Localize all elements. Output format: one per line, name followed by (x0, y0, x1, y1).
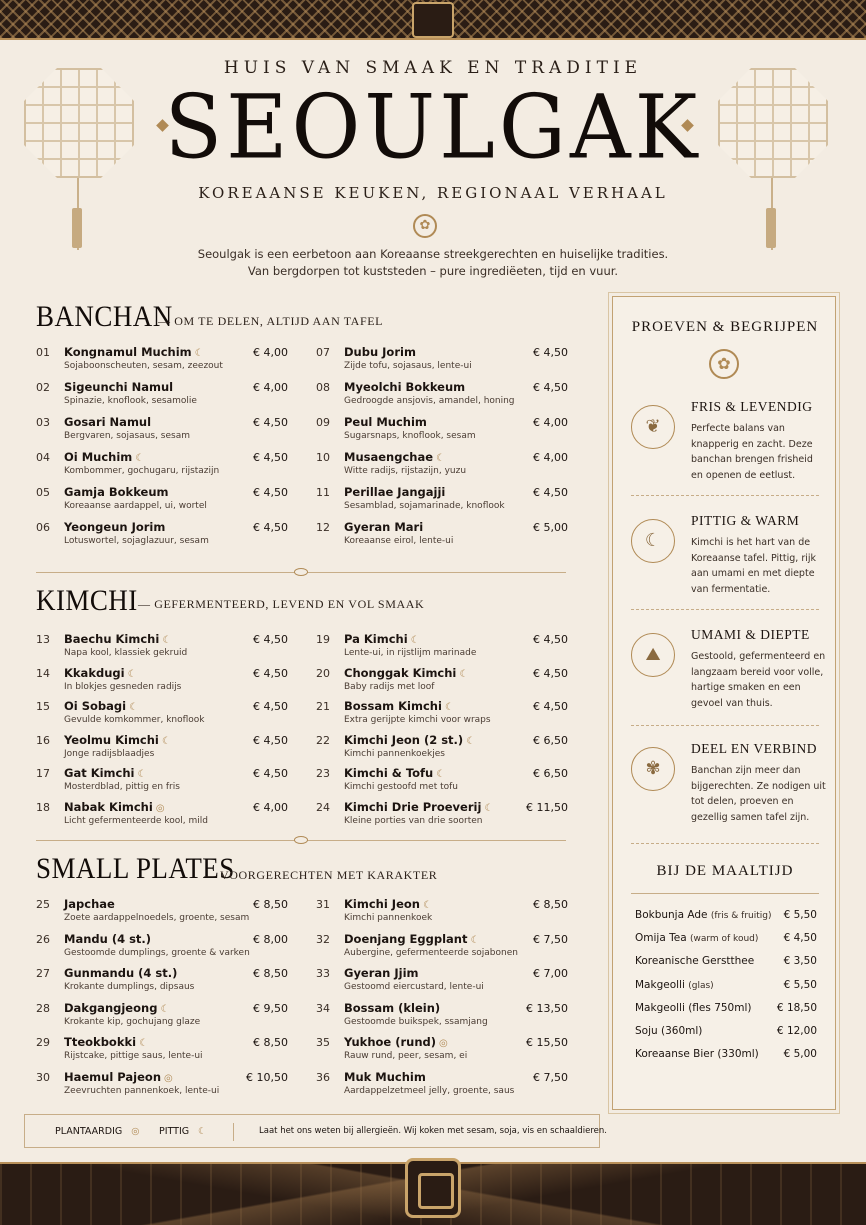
item-number: 34 (316, 1001, 330, 1015)
feature-text: Banchan zijn meer dan bijgerechten. Ze nodigen uit tot delen, proeven en gezellig samen tafel zijn. (691, 765, 826, 823)
menu-item (36, 967, 288, 999)
menu-item (36, 700, 288, 732)
diet-tag-icon: ☾ (137, 769, 147, 780)
menu-item (36, 521, 288, 553)
panel-separator (631, 609, 819, 610)
panel-separator (631, 893, 819, 894)
item-description: Krokante kip, gochujang glaze (64, 1016, 201, 1027)
intro-text (0, 246, 866, 280)
item-description: Gestoomde buikspek, ssamjang (344, 1016, 488, 1027)
drink-price: € 5,50 (783, 978, 817, 991)
menu-item (316, 967, 568, 999)
diet-tag-icon: ☾ (410, 635, 420, 646)
item-description: Lotuswortel, sojaglazuur, sesam (64, 536, 209, 546)
item-name: Kimchi Jeon ☾ (344, 897, 432, 911)
item-price: € 4,50 (253, 416, 288, 429)
item-name: Gat Kimchi ☾ (64, 766, 147, 780)
item-name: Gunmandu (4 st.) (64, 966, 178, 980)
item-number: 19 (316, 633, 330, 646)
diet-tag-icon: ☾ (444, 702, 454, 713)
item-price: € 6,50 (533, 767, 568, 780)
menu-item (316, 633, 568, 665)
intro-line-1: Seoulgak is een eerbetoon aan Koreaanse streekgerechten en huiselijke tradities. (197, 247, 669, 261)
item-name: Peul Muchim (344, 415, 427, 429)
drink-item (635, 932, 817, 952)
diet-tag-icon: ☾ (484, 802, 494, 814)
drink-price: € 3,50 (783, 955, 817, 968)
item-price: € 8,50 (253, 898, 288, 911)
menu-item (36, 416, 288, 448)
item-number: 16 (36, 733, 50, 747)
menu-item (36, 734, 288, 766)
item-price: € 4,50 (533, 700, 568, 713)
item-name: Baechu Kimchi ☾ (64, 632, 172, 646)
mountains-icon: ⛰ (631, 633, 675, 677)
plant-icon: ◎ (131, 1126, 140, 1137)
item-name: Kongnamul Muchim ☾ (64, 345, 204, 359)
item-number: 07 (316, 346, 330, 359)
diet-tag-icon: ☾ (160, 1003, 170, 1015)
item-number: 32 (316, 932, 330, 946)
drink-name: Koreaanse Bier (330ml) (635, 1048, 759, 1061)
item-number: 11 (316, 486, 330, 499)
item-description: Gevulde komkommer, knoflook (64, 715, 205, 725)
item-name: Kimchi & Tofu ☾ (344, 766, 446, 780)
item-name: Gosari Namul (64, 415, 152, 429)
item-name: Gamja Bokkeum (64, 485, 169, 499)
item-description: Sesamblad, sojamarinade, knoflook (344, 501, 505, 511)
menu-item (316, 381, 568, 413)
top-knot-ornament (412, 2, 454, 38)
drink-item (635, 909, 817, 929)
item-number: 03 (36, 416, 50, 429)
menu-item (316, 1036, 568, 1068)
item-name: Dubu Jorim (344, 345, 416, 359)
drink-price: € 12,00 (776, 1025, 817, 1037)
item-price: € 4,50 (253, 733, 288, 747)
diet-tag-icon: ☾ (422, 900, 432, 911)
item-name: Yeolmu Kimchi ☾ (64, 732, 171, 747)
drink-note: (fris & fruitig) (710, 911, 772, 921)
drink-name: Bokbunja Ade (fris & fruitig) (635, 909, 772, 921)
item-price: € 4,50 (533, 381, 568, 394)
item-name: Kimchi Drie Proeverij ☾ (344, 799, 494, 814)
item-number: 13 (36, 633, 50, 646)
item-price: € 4,50 (533, 666, 568, 680)
restaurant-name: SEOULGAK (164, 75, 702, 179)
item-name: Mandu (4 st.) (64, 931, 152, 946)
item-number: 01 (36, 346, 50, 359)
menu-item (36, 633, 288, 665)
drink-name: Makgeolli (glas) (635, 978, 714, 991)
item-description: Krokante dumplings, dipsaus (64, 982, 195, 992)
panel-separator (631, 495, 819, 496)
item-number: 21 (316, 700, 330, 713)
restaurant-tagline: HUIS VAN SMAAK EN TRADITIE (223, 58, 643, 78)
drink-item (635, 1048, 817, 1068)
menu-item (316, 1002, 568, 1034)
item-description: In blokjes gesneden radijs (64, 681, 182, 692)
item-name: Kimchi Jeon (2 st.) ☾ (344, 732, 476, 747)
menu-item (316, 451, 568, 483)
menu-item (36, 451, 288, 483)
item-number: 20 (316, 666, 330, 680)
item-name: Bossam (klein) (344, 1000, 441, 1015)
legend-plant-label: PLANTAARDIG (55, 1126, 123, 1137)
item-price: € 13,50 (526, 1001, 568, 1015)
item-name: Yeongeun Jorim (64, 520, 166, 534)
item-number: 14 (36, 666, 50, 680)
item-price: € 4,00 (533, 416, 568, 429)
item-price: € 8,00 (253, 932, 288, 946)
panel-title: PROEVEN & BEGRIJPEN (631, 319, 819, 335)
item-price: € 6,50 (533, 733, 568, 747)
diet-tag-icon: ☾ (127, 668, 137, 680)
menu-item (36, 933, 288, 965)
menu-item (316, 1071, 568, 1103)
menu-item (316, 933, 568, 965)
item-price: € 10,50 (246, 1070, 288, 1084)
feature-title: PITTIG & WARM (691, 513, 800, 528)
item-description: Aubergine, gefermenteerde sojabonen (344, 947, 518, 958)
diet-tag-icon: ☾ (194, 348, 204, 359)
item-number: 15 (36, 700, 50, 713)
item-number: 23 (316, 767, 330, 780)
menu-item (36, 667, 288, 699)
item-price: € 4,50 (253, 767, 288, 780)
item-price: € 4,50 (253, 666, 288, 680)
item-number: 12 (316, 521, 330, 534)
diet-tag-icon: ☾ (162, 635, 172, 646)
drink-name: Makgeolli (fles 750ml) (635, 1001, 752, 1014)
item-name: Musaengchae ☾ (344, 450, 445, 464)
item-number: 09 (316, 416, 330, 429)
item-name: Doenjang Eggplant ☾ (344, 931, 480, 946)
item-price: € 7,50 (533, 1070, 568, 1084)
drink-price: € 4,50 (783, 932, 817, 945)
item-name: Kkakdugi ☾ (64, 665, 137, 680)
item-description: Kimchi pannenkoekjes (344, 748, 445, 759)
chili-icon: ☾ (631, 519, 675, 563)
menu-item (316, 801, 568, 833)
allergy-note: Laat het ons weten bij allergieën. Wij koken met sesam, soja, vis en schaaldieren. (259, 1126, 607, 1136)
item-description: Jonge radijsblaadjes (64, 748, 155, 759)
item-number: 28 (36, 1001, 50, 1015)
diet-tag-icon: ☾ (459, 668, 469, 680)
item-price: € 8,50 (253, 1036, 288, 1049)
item-description: Kleine porties van drie soorten (344, 815, 483, 826)
item-description: Spinazie, knoflook, sesamolie (64, 396, 197, 406)
item-price: € 8,50 (253, 967, 288, 980)
drink-name: Koreanische Gerstthee (635, 955, 755, 968)
item-description: Mosterdblad, pittig en fris (64, 782, 180, 792)
item-name: Oi Muchim ☾ (64, 450, 145, 464)
menu-item (36, 1071, 288, 1103)
panel-separator (631, 843, 819, 844)
item-description: Kimchi pannenkoek (344, 913, 433, 923)
item-price: € 7,50 (533, 932, 568, 946)
menu-item (36, 801, 288, 833)
item-description: Zeevruchten pannenkoek, lente-ui (64, 1085, 220, 1096)
menu-item (36, 346, 288, 378)
item-number: 29 (36, 1036, 50, 1049)
item-price: € 4,50 (253, 521, 288, 534)
item-description: Lente-ui, in rijstlijm marinade (344, 648, 477, 658)
info-side-panel (612, 296, 836, 1110)
drink-price: € 5,00 (783, 1048, 817, 1061)
menu-item (316, 521, 568, 553)
drink-price: € 18,50 (776, 1001, 817, 1014)
item-name: Haemul Pajeon ◎ (64, 1069, 173, 1084)
item-name: Perillae Jangajji (344, 485, 446, 499)
item-name: Pa Kimchi ☾ (344, 632, 420, 646)
item-price: € 4,50 (253, 451, 288, 464)
item-number: 35 (316, 1036, 330, 1049)
menu-item (316, 767, 568, 799)
item-price: € 15,50 (526, 1036, 568, 1049)
diet-tag-icon: ☾ (139, 1038, 149, 1049)
item-number: 02 (36, 381, 50, 394)
small-plates-section-title: SMALL PLATES (36, 852, 235, 885)
panel-rosette-icon: ✿ (709, 349, 739, 379)
feature-text: Perfecte balans van knapperig en zacht. Deze banchan brengen frisheid en openen de eetlust. (691, 423, 813, 481)
item-price: € 9,50 (253, 1001, 288, 1015)
small-plates-section-subtitle: — VOORGERECHTEN MET KARAKTER (204, 868, 438, 882)
legend-separator (233, 1123, 234, 1141)
item-number: 24 (316, 800, 330, 814)
item-name: Tteokbokki ☾ (64, 1035, 149, 1049)
item-price: € 4,50 (253, 486, 288, 499)
item-description: Rauw rund, peer, sesam, ei (344, 1051, 468, 1061)
item-description: Gestoomd eiercustard, lente-ui (344, 982, 484, 992)
menu-item (316, 700, 568, 732)
item-name: Dakgangjeong ☾ (64, 1000, 170, 1015)
diet-tag-icon: ☾ (129, 702, 139, 713)
kimchi-section-title: KIMCHI (36, 584, 138, 617)
menu-item (36, 1002, 288, 1034)
feature-text: Kimchi is het hart van de Koreaanse tafel. Pittig, rijk aan umami en met diepte van fermentatie. (691, 537, 817, 595)
menu-item (36, 767, 288, 799)
menu-item (36, 1036, 288, 1068)
item-number: 08 (316, 381, 330, 394)
diet-tag-icon: ☾ (161, 735, 171, 747)
item-number: 31 (316, 898, 330, 911)
item-price: € 4,00 (253, 346, 288, 359)
item-number: 18 (36, 800, 50, 814)
item-description: Koreaanse eirol, lente-ui (344, 536, 454, 546)
legend-spicy (159, 1126, 207, 1137)
item-price: € 4,50 (533, 346, 568, 359)
item-price: € 4,00 (253, 800, 288, 814)
item-name: Gyeran Jjim (344, 966, 419, 980)
item-price: € 4,00 (533, 451, 568, 464)
drink-name: Omija Tea (warm of koud) (635, 932, 759, 945)
item-name: Myeolchi Bokkeum (344, 380, 466, 394)
item-price: € 4,50 (253, 633, 288, 646)
banchan-section-title: BANCHAN (36, 300, 173, 333)
diet-tag-icon: ☾ (436, 769, 446, 780)
diet-tag-icon: ◎ (164, 1072, 173, 1084)
diet-tag-icon: ◎ (439, 1038, 448, 1049)
item-number: 17 (36, 767, 50, 780)
item-description: Baby radijs met loof (344, 681, 435, 692)
item-name: Muk Muchim (344, 1069, 426, 1084)
feature-title: UMAMI & DIEPTE (691, 627, 810, 642)
item-name: Oi Sobagi ☾ (64, 699, 139, 713)
item-name: Sigeunchi Namul (64, 380, 174, 394)
legend-bar (24, 1114, 607, 1148)
item-description: Sugarsnaps, knoflook, sesam (344, 431, 476, 441)
item-description: Napa kool, klassiek gekruid (64, 648, 188, 658)
diet-tag-icon: ◎ (155, 802, 165, 814)
item-description: Zoete aardappelnoedels, groente, sesam (64, 913, 250, 923)
item-description: Gestoomde dumplings, groente & varken (64, 947, 250, 958)
item-description: Gedroogde ansjovis, amandel, honing (344, 396, 515, 406)
item-description: Kombommer, gochugaru, rijstazijn (64, 466, 220, 476)
item-price: € 11,50 (526, 800, 568, 814)
feature-title: DEEL EN VERBIND (691, 741, 817, 756)
item-number: 06 (36, 521, 50, 534)
diet-tag-icon: ☾ (470, 934, 480, 946)
divider-ornament (294, 568, 308, 576)
header-rosette-icon: ✿ (413, 214, 437, 238)
item-price: € 4,00 (253, 381, 288, 394)
item-price: € 4,50 (253, 700, 288, 713)
cuisine-subtitle: KOREAANSE KEUKEN, REGIONAAL VERHAAL (198, 184, 668, 202)
drink-item (635, 955, 817, 975)
menu-item (316, 416, 568, 448)
banchan-section-subtitle: — OM TE DELEN, ALTIJD AAN TAFEL (158, 314, 384, 328)
menu-item (36, 486, 288, 518)
drink-item (635, 1025, 817, 1045)
item-description: Koreaanse aardappel, ui, wortel (64, 501, 207, 511)
drink-note: (glas) (688, 980, 714, 991)
menu-item (316, 898, 568, 930)
menu-item (316, 486, 568, 518)
menu-item (316, 667, 568, 699)
drink-name: Soju (360ml) (635, 1025, 703, 1037)
item-number: 25 (36, 898, 50, 911)
item-price: € 4,50 (533, 633, 568, 646)
drink-note: (warm of koud) (689, 934, 759, 945)
item-number: 10 (316, 451, 330, 464)
item-number: 05 (36, 486, 50, 499)
item-number: 33 (316, 967, 330, 980)
item-name: Gyeran Mari (344, 520, 424, 534)
item-description: Witte radijs, rijstazijn, yuzu (344, 466, 467, 476)
item-description: Licht gefermenteerde kool, mild (64, 815, 208, 826)
item-number: 26 (36, 932, 50, 946)
diet-tag-icon: ☾ (436, 453, 445, 464)
item-number: 27 (36, 967, 50, 980)
item-description: Bergvaren, sojasaus, sesam (64, 431, 190, 441)
drink-item (635, 1002, 817, 1022)
drink-price: € 5,50 (783, 909, 817, 921)
kimchi-section-subtitle: — GEFERMENTEERD, LEVEND EN VOL SMAAK (138, 597, 425, 611)
menu-item (316, 734, 568, 766)
item-description: Aardappelzetmeel jelly, groente, saus (344, 1085, 515, 1096)
item-description: Kimchi gestoofd met tofu (344, 782, 459, 792)
item-number: 30 (36, 1070, 50, 1084)
item-price: € 7,00 (533, 967, 568, 980)
item-name: Nabak Kimchi ◎ (64, 799, 165, 814)
item-name: Japchae (64, 897, 115, 911)
item-name: Yukhoe (rund) ◎ (344, 1035, 448, 1049)
diet-tag-icon: ☾ (135, 453, 145, 464)
legend-spicy-label: PITTIG (159, 1126, 190, 1137)
menu-item (36, 898, 288, 930)
legend-plant (55, 1126, 140, 1137)
feature-text: Gestoold, gefermenteerd en langzaam bereid voor volle, hartige smaken en een gevoel van thuis. (691, 651, 826, 709)
menu-item (316, 346, 568, 378)
menu-item (36, 381, 288, 413)
drinks-title: BIJ DE MAALTIJD (656, 863, 794, 879)
divider-ornament (294, 836, 308, 844)
item-number: 04 (36, 451, 50, 464)
item-number: 36 (316, 1070, 330, 1084)
panel-separator (631, 725, 819, 726)
intro-line-2: Van bergdorpen tot kuststeden – pure ingrediëeten, tijd en vuur. (247, 264, 619, 278)
item-price: € 8,50 (533, 898, 568, 911)
item-description: Rijstcake, pittige saus, lente-ui (64, 1051, 203, 1061)
item-name: Bossam Kimchi ☾ (344, 699, 454, 713)
item-description: Extra gerijpte kimchi voor wraps (344, 715, 491, 725)
diet-tag-icon: ☾ (466, 735, 476, 747)
drink-item (635, 979, 817, 999)
item-price: € 5,00 (533, 521, 568, 534)
chili-icon: ☾ (198, 1126, 207, 1137)
item-description: Sojaboonscheuten, sesam, zeezout (64, 361, 223, 371)
item-name: Chonggak Kimchi ☾ (344, 665, 469, 680)
wheat-icon: ✾ (631, 747, 675, 791)
feature-title: FRIS & LEVENDIG (691, 399, 813, 414)
item-number: 22 (316, 733, 330, 747)
leaf-icon: ❦ (631, 405, 675, 449)
bottom-knot-ornament (405, 1158, 461, 1218)
item-price: € 4,50 (533, 486, 568, 499)
item-description: Zijde tofu, sojasaus, lente-ui (344, 361, 472, 371)
